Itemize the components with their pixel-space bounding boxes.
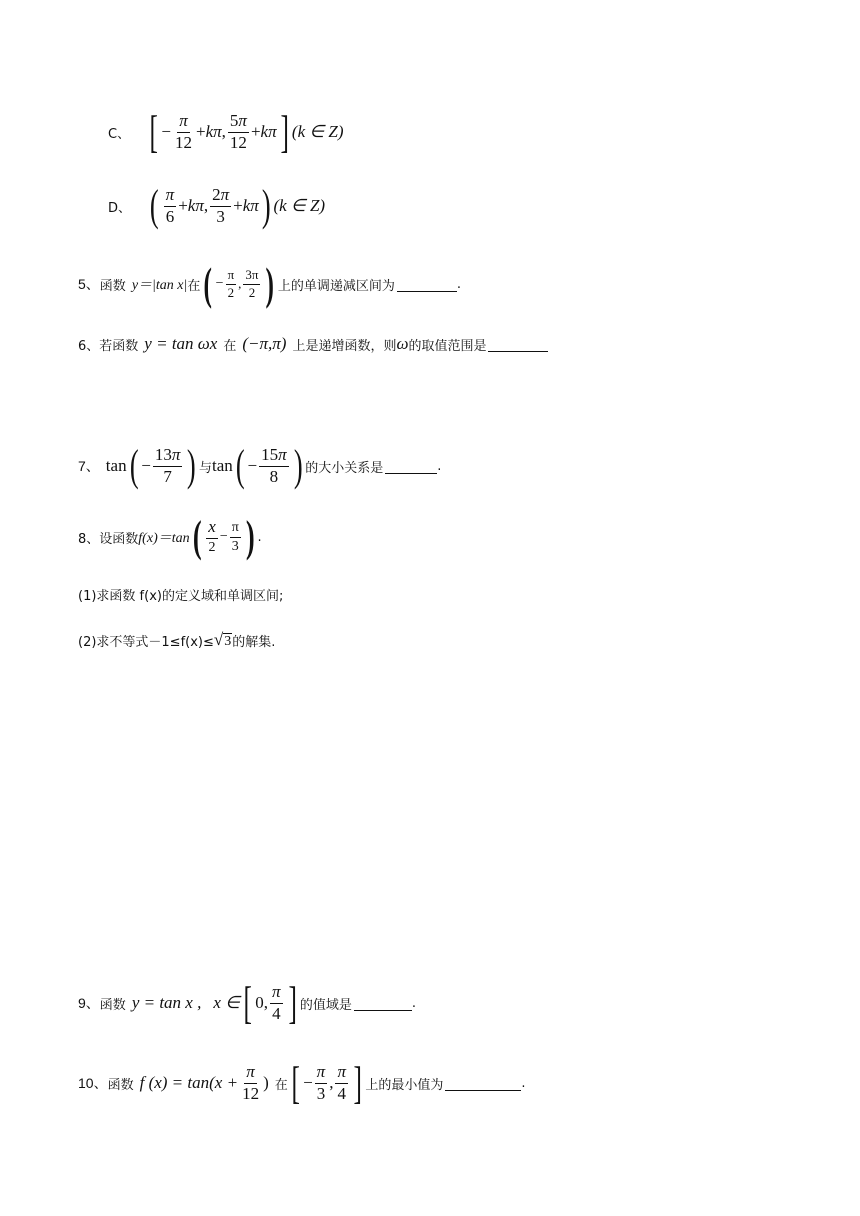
fraction-5pi-12: $\frac{5\pi}{12}$ — [229, 110, 247, 152]
fraction-pi-12: $\frac{\pi}{12}$ — [175, 110, 192, 152]
question-number: 5、 — [78, 276, 100, 292]
fraction-2pi-3: $\frac{2\pi}{3}$ — [212, 184, 230, 226]
answer-blank[interactable] — [385, 459, 437, 474]
question-8-part-1: (1)求函数 f(x)的定义域和单调区间; — [78, 588, 284, 604]
question-number: 8、 — [78, 531, 100, 547]
answer-blank[interactable] — [354, 996, 412, 1011]
question-6: 6、 若函数 y = tan ωx 在 (−π,π) 上是递增函数，则 ω 的取值范围是 — [78, 332, 548, 356]
answer-blank[interactable] — [445, 1076, 521, 1091]
question-number: 10、 — [78, 1075, 108, 1091]
question-7: 7、 tan ( − $\frac{13\pi}{7}$ ) 与 tan ( − $\frac{15\pi}{8}$ ) 的大小关系是 . — [78, 441, 442, 490]
answer-blank[interactable] — [488, 337, 548, 352]
answer-blank[interactable] — [397, 277, 457, 292]
minus-sign: − — [161, 122, 171, 141]
option-d: D、 ( $\frac{\pi}{6}$ + kπ , $\frac{2\pi}{3}$ + kπ ) (k ∈ Z) — [108, 181, 326, 230]
question-number: 9、 — [78, 995, 100, 1011]
question-number: 6、 — [78, 338, 100, 354]
option-d-label: D、 — [108, 200, 132, 216]
option-c-label: C、 — [108, 126, 131, 142]
question-number: 7、 — [78, 458, 100, 474]
left-bracket: [ — [149, 106, 158, 157]
option-c: C、 [ − $\frac{\pi}{12}$ + kπ , $\frac{5\pi}{12}$ + kπ ] (k ∈ Z) — [108, 106, 344, 157]
option-d-condition: (k ∈ Z) — [273, 196, 326, 215]
option-c-condition: (k ∈ Z) — [291, 122, 344, 141]
question-5: 5、 函数 y＝|tan x| 在 ( − $\frac{\pi}{2}$ , $\frac{3\pi}{2}$ ) 上的单调递减区间为 . — [78, 258, 461, 309]
fraction-pi-6: $\frac{\pi}{6}$ — [165, 184, 175, 226]
question-8: 8、 设函数 f(x)＝tan ( $\frac{x}{2}$ − $\frac{\pi}{3}$ ) . — [78, 512, 262, 561]
question-8-part-2: (2)求不等式－1≤f(x)≤ √ 3 的解集. — [78, 630, 276, 650]
square-root: √ 3 — [213, 630, 232, 649]
question-9: 9、 函数 y = tan x , x ∈ [ 0, $\frac{\pi}{4}$ ] 的值域是 . — [78, 977, 417, 1028]
question-10: 10、 函数 f (x) = tan(x + $\frac{\pi}{12}$ ) 在 [ − $\frac{\pi}{3}$ , $\frac{\pi}{4}$ ] 上的最小值为 . — [78, 1057, 526, 1108]
right-bracket: ] — [280, 106, 289, 157]
